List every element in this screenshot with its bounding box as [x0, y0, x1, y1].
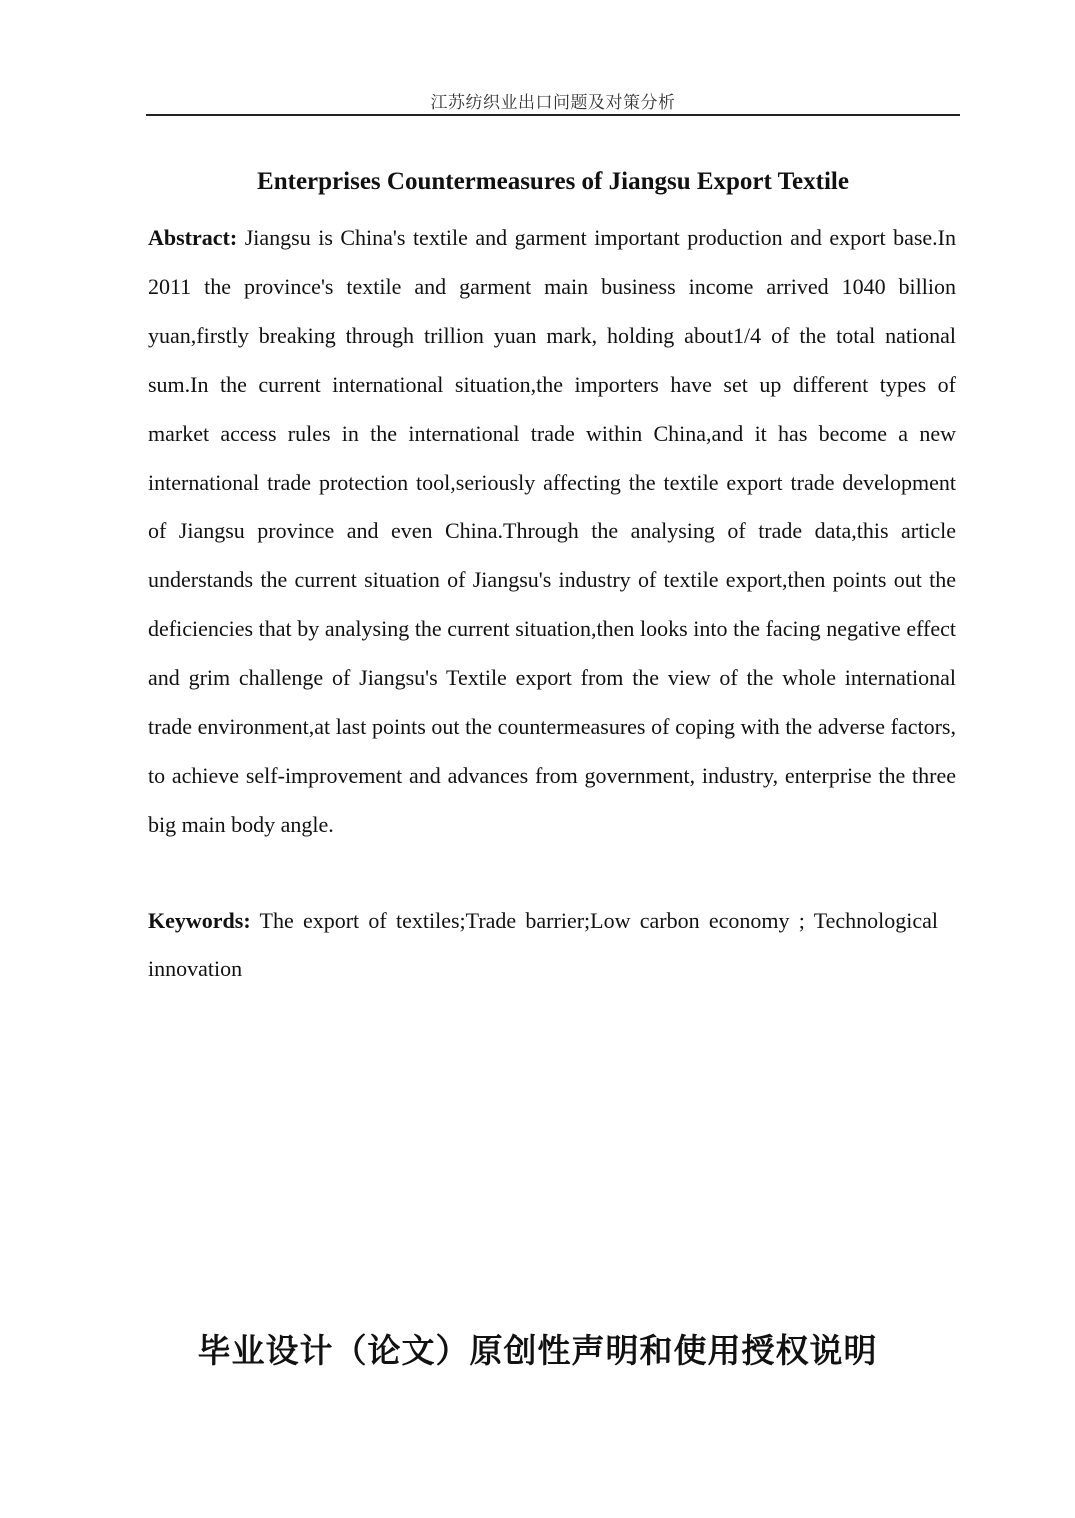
keywords-text: The export of textiles;Trade barrier;Low carbon economy ; Technological innovation [148, 908, 938, 981]
paper-title: Enterprises Countermeasures of Jiangsu Export Textile [257, 168, 849, 195]
abstract-text: Jiangsu is China's textile and garment important production and export base.In 2011 the province's textile and garment main business income arrived 1040 billion yuan,firstly breaking through trillion yuan mark, holding about1/4 of the total national sum.In the current international situation,the importers have set up different types of market access rules in the international trade within China,and it has become a new international trade protection tool,seriously affecting the textile export trade development of Jiangsu province and even China.Through the analysing of trade data,this article understands the current situation of Jiangsu's industry of textile export,then points out the deficiencies that by analysing the current situation,then looks into the facing negative effect and grim challenge of Jiangsu's Textile export from the view of the whole international trade environment,at last points out the countermeasures of coping with the adverse factors, to achieve self-improvement and advances from government, industry, enterprise the three big main body angle. [148, 225, 956, 837]
abstract-label: Abstract: [148, 225, 238, 250]
keywords-paragraph [148, 897, 938, 993]
abstract-paragraph [148, 214, 956, 850]
header-divider [146, 114, 960, 116]
running-header-title: 江苏纺织业出口问题及对策分析 [430, 93, 676, 113]
keywords-label: Keywords: [148, 908, 251, 933]
statement-heading: 毕业设计（论文）原创性声明和使用授权说明 [197, 1331, 878, 1370]
